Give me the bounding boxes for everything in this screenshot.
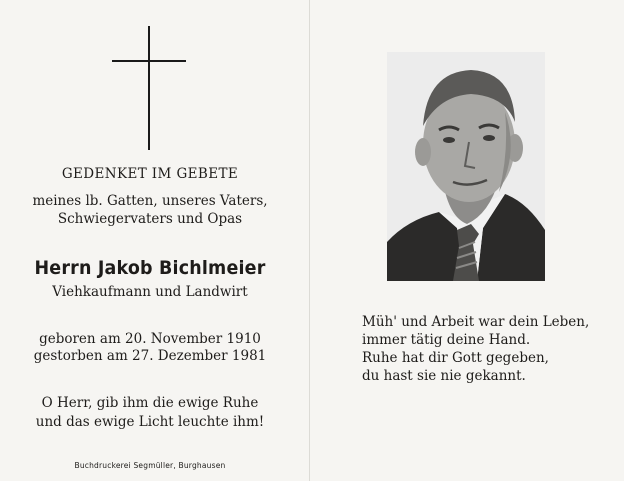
- cross-icon: [112, 26, 186, 150]
- death-date: gestorben am 27. Dezember 1981: [33, 348, 267, 364]
- intro-line-2: Schwiegervaters und Opas: [57, 211, 243, 227]
- poem-line-3: Ruhe hat dir Gott gegeben,: [362, 350, 549, 366]
- portrait-image: [387, 52, 545, 281]
- portrait-photo: [387, 52, 545, 281]
- prayer-line-2: und das ewige Licht leuchte ihm!: [35, 414, 265, 430]
- birth-date: geboren am 20. November 1910: [39, 331, 261, 347]
- poem-line-1: Müh' und Arbeit war dein Leben,: [362, 314, 590, 330]
- occupation: Viehkaufmann und Landwirt: [52, 284, 248, 300]
- left-panel: [0, 0, 310, 481]
- heading: GEDENKET IM GEBETE: [61, 166, 239, 182]
- deceased-name: Herrn Jakob Bichlmeier: [34, 257, 266, 279]
- right-panel: [312, 0, 624, 481]
- intro-line-1: meines lb. Gatten, unseres Vaters,: [32, 193, 268, 209]
- printer-credit: Buchdruckerei Segmüller, Burghausen: [74, 461, 226, 470]
- poem-line-4: du hast sie nie gekannt.: [362, 368, 526, 384]
- prayer-line-1: O Herr, gib ihm die ewige Ruhe: [41, 395, 259, 411]
- poem-line-2: immer tätig deine Hand.: [362, 332, 531, 348]
